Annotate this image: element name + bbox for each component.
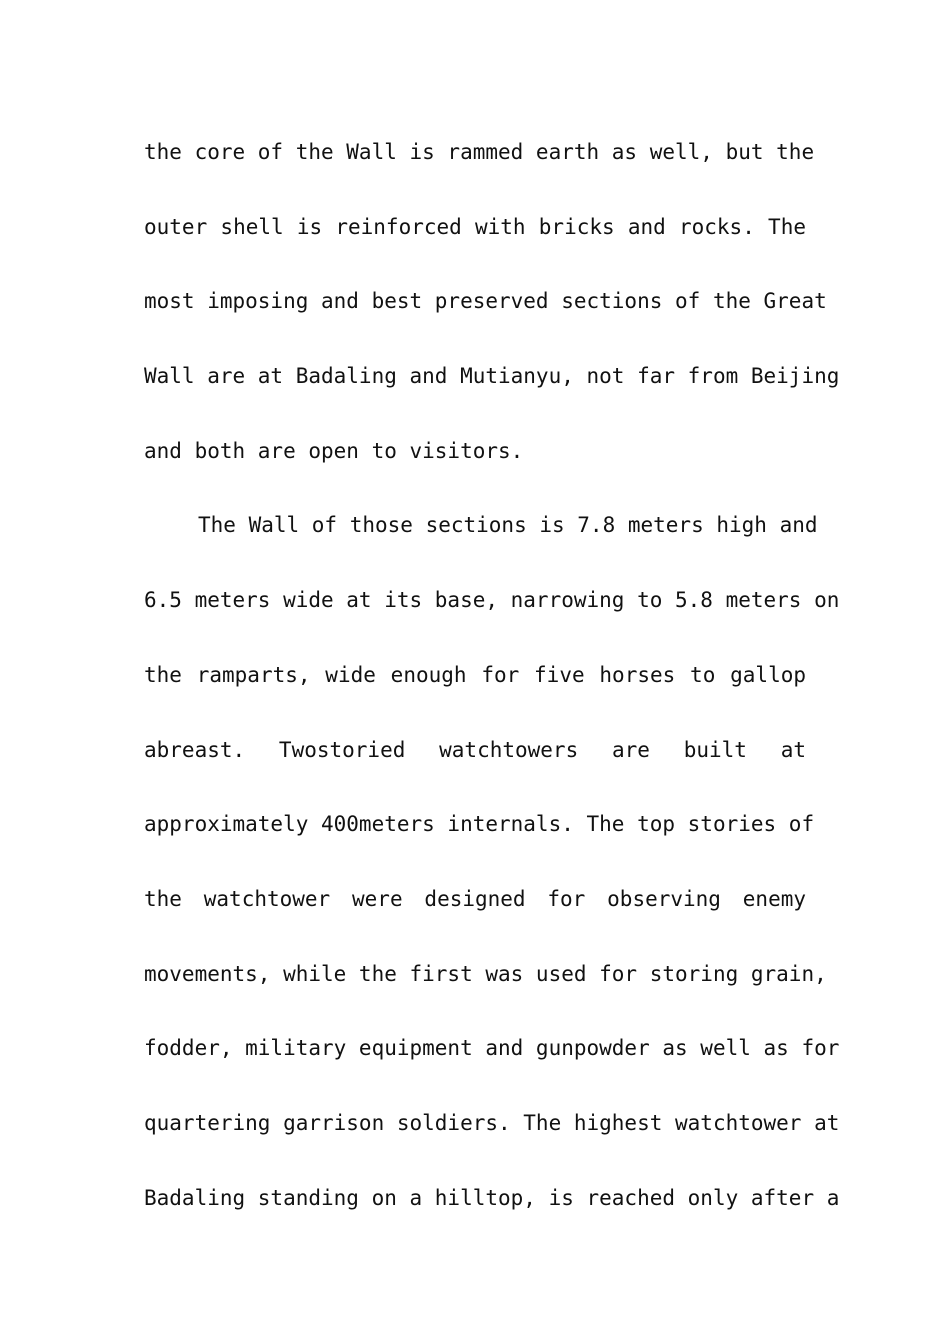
paragraph-2 <box>144 493 840 1240</box>
text-line: Wall are at Badaling and Mutianyu, not far from Beijing <box>144 364 840 389</box>
text-line: most imposing and best preserved sections of the Great <box>144 289 827 314</box>
text-line: fodder, military equipment and gunpowder as well as for <box>144 1036 840 1061</box>
paragraph-1 <box>144 120 840 493</box>
text-line: and both are open to visitors. <box>144 438 524 463</box>
text-line: the watchtower were designed for observing enemy <box>144 886 806 911</box>
text-line: movements, while the first was used for storing grain, <box>144 961 827 986</box>
text-line: the core of the Wall is rammed earth as well, but the <box>144 140 815 164</box>
document-page <box>144 120 840 1240</box>
text-line: The Wall of those sections is 7.8 meters high and <box>198 513 818 538</box>
text-line: approximately 400meters internals. The top stories of <box>144 812 815 837</box>
text-line: the ramparts, wide enough for five horses to gallop <box>144 662 806 687</box>
text-line: abreast. Twostoried watchtowers are built at <box>144 737 806 762</box>
text-line: Badaling standing on a hilltop, is reached only after a <box>144 1185 840 1210</box>
text-line: 6.5 meters wide at its base, narrowing to 5.8 meters on <box>144 588 840 613</box>
text-line: outer shell is reinforced with bricks and rocks. The <box>144 214 806 239</box>
text-line: quartering garrison soldiers. The highest watchtower at <box>144 1110 840 1135</box>
